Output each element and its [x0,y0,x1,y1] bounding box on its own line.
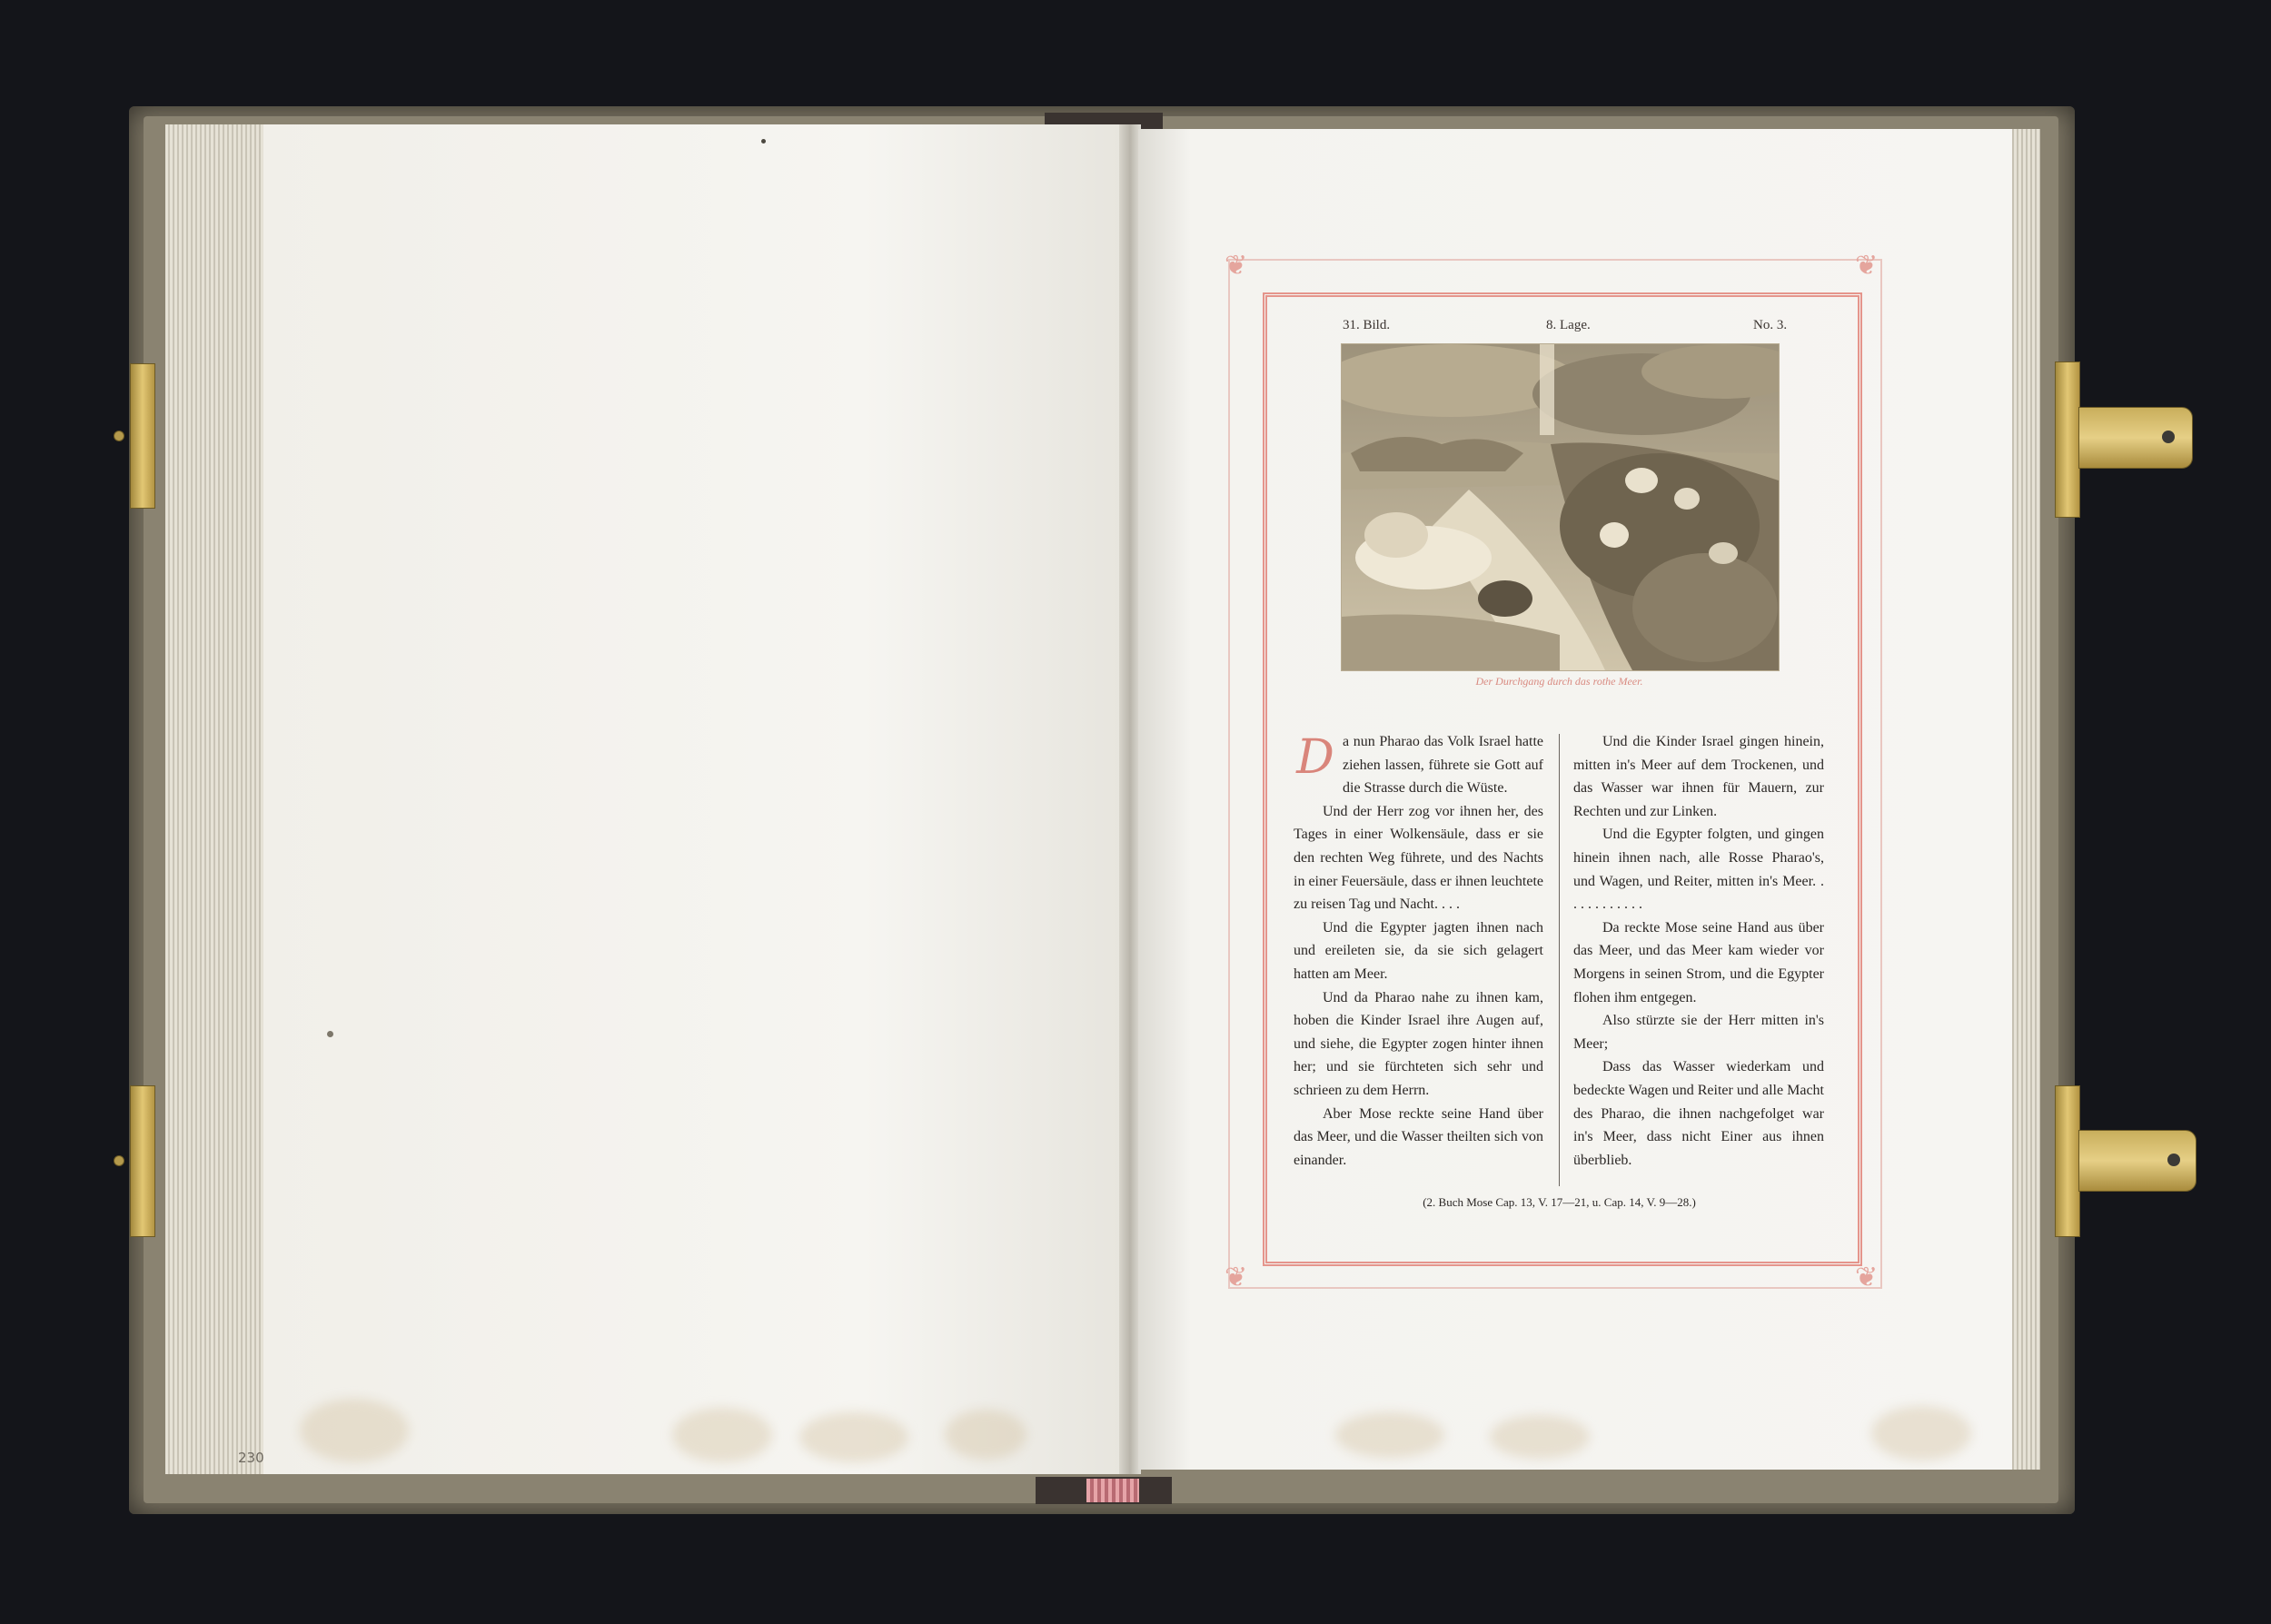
hinge-pin-icon [114,431,124,441]
foxing-stain [1335,1412,1444,1458]
paragraph: Und die Kinder Israel gingen hinein, mitten in's Meer auf dem Trockenen, und das Wasser war ihnen für Mauern, zur Rechten und zur Linken. [1573,734,1824,819]
frame-corner-ornament-icon: ❦ [1225,250,1248,282]
paragraph: Also stürzte sie der Herr mitten in's Meer; [1573,1013,1824,1052]
parting-of-red-sea-image [1342,344,1779,670]
foxing-stain [672,1408,772,1462]
frame-corner-ornament-icon: ❦ [1855,1262,1879,1293]
left-bottom-hinge [130,1085,155,1237]
foxing-stain [1871,1406,1971,1461]
header-number: No. 3. [1753,318,1788,332]
paragraph: Aber Mose reckte seine Hand über das Meer, und die Wasser theilten sich von einander. [1294,1105,1543,1168]
hinge-pin-icon [114,1155,124,1166]
foxing-stain [799,1412,908,1462]
speck [327,1031,333,1037]
bible-reference: (2. Buch Mose Cap. 13, V. 17—21, u. Cap. 14, V. 9—28.) [1423,1195,1696,1209]
right-bottom-clasp-plate [2055,1085,2080,1237]
clasp-hole-icon [2162,431,2175,443]
foxing-stain [945,1410,1026,1460]
header-plate-number: 31. Bild. [1343,318,1391,332]
paragraph-text: a nun Pharao das Volk Israel hatte ziehen lassen, führete sie Gott auf die Strasse durch die Wüste. [1343,734,1543,797]
text-column-left [1294,730,1543,1172]
paragraph: Und der Herr zog vor ihnen her, des Tages in einer Wolkensäule, dass er sie den rechten Weg führete, und des Nachts in einer Feuersäule, dass er ihnen leuchtete zu reisen Tag und Nacht. . . . [1294,803,1543,913]
paragraph: Und die Egypter jagten ihnen nach und ereileten sie, da sie sich gelagert hatten am Meer. [1294,919,1543,982]
left-page [263,124,1122,1474]
plate-caption: Der Durchgang durch das rothe Meer. [1475,675,1643,688]
paragraph: Und da Pharao nahe zu ihnen kam, hoben die Kinder Israel ihre Augen auf, und siehe, die Egypter zogen hinter ihnen her; und sie fürchteten sich sehr und schrieen zu dem Herrn. [1294,989,1543,1098]
text-column-right [1573,730,1824,1172]
mounted-photograph [1341,343,1780,671]
header-gathering: 8. Lage. [1546,318,1591,332]
paragraph [1294,730,1543,800]
right-page-edges [2009,129,2040,1470]
frame-corner-ornament-icon: ❦ [1855,250,1879,282]
foxing-stain [1490,1415,1590,1459]
column-divider [1559,734,1560,1186]
right-top-clasp[interactable] [2078,407,2193,469]
right-top-clasp-plate [2055,361,2080,518]
paragraph: Da reckte Mose seine Hand aus über das Meer, und das Meer kam wieder vor Morgens in seinen Strom, und die Egypter flohen ihm entgegen. [1573,919,1824,1005]
clasp-hole-icon [2167,1154,2180,1166]
left-top-hinge [130,363,155,509]
spine-headband [1086,1479,1139,1502]
decorated-initial: D [1296,730,1334,785]
frame-corner-ornament-icon: ❦ [1225,1262,1248,1293]
foxing-stain [300,1399,409,1462]
paragraph: Dass das Wasser wiederkam und bedeckte Wagen und Reiter und alle Macht des Pharao, die ihnen nachgefolget war in's Meer, dass nicht Einer aus ihnen überblieb. [1573,1059,1824,1168]
paragraph: Und die Egypter folgten, und gingen hinein ihnen nach, alle Rosse Pharao's, und Wagen, und Reiter, mitten in's Meer. . . . . . . . . . . . [1573,827,1824,913]
speck [761,139,766,144]
left-page-edges [165,124,263,1474]
pencil-page-number: 230 [238,1450,264,1466]
